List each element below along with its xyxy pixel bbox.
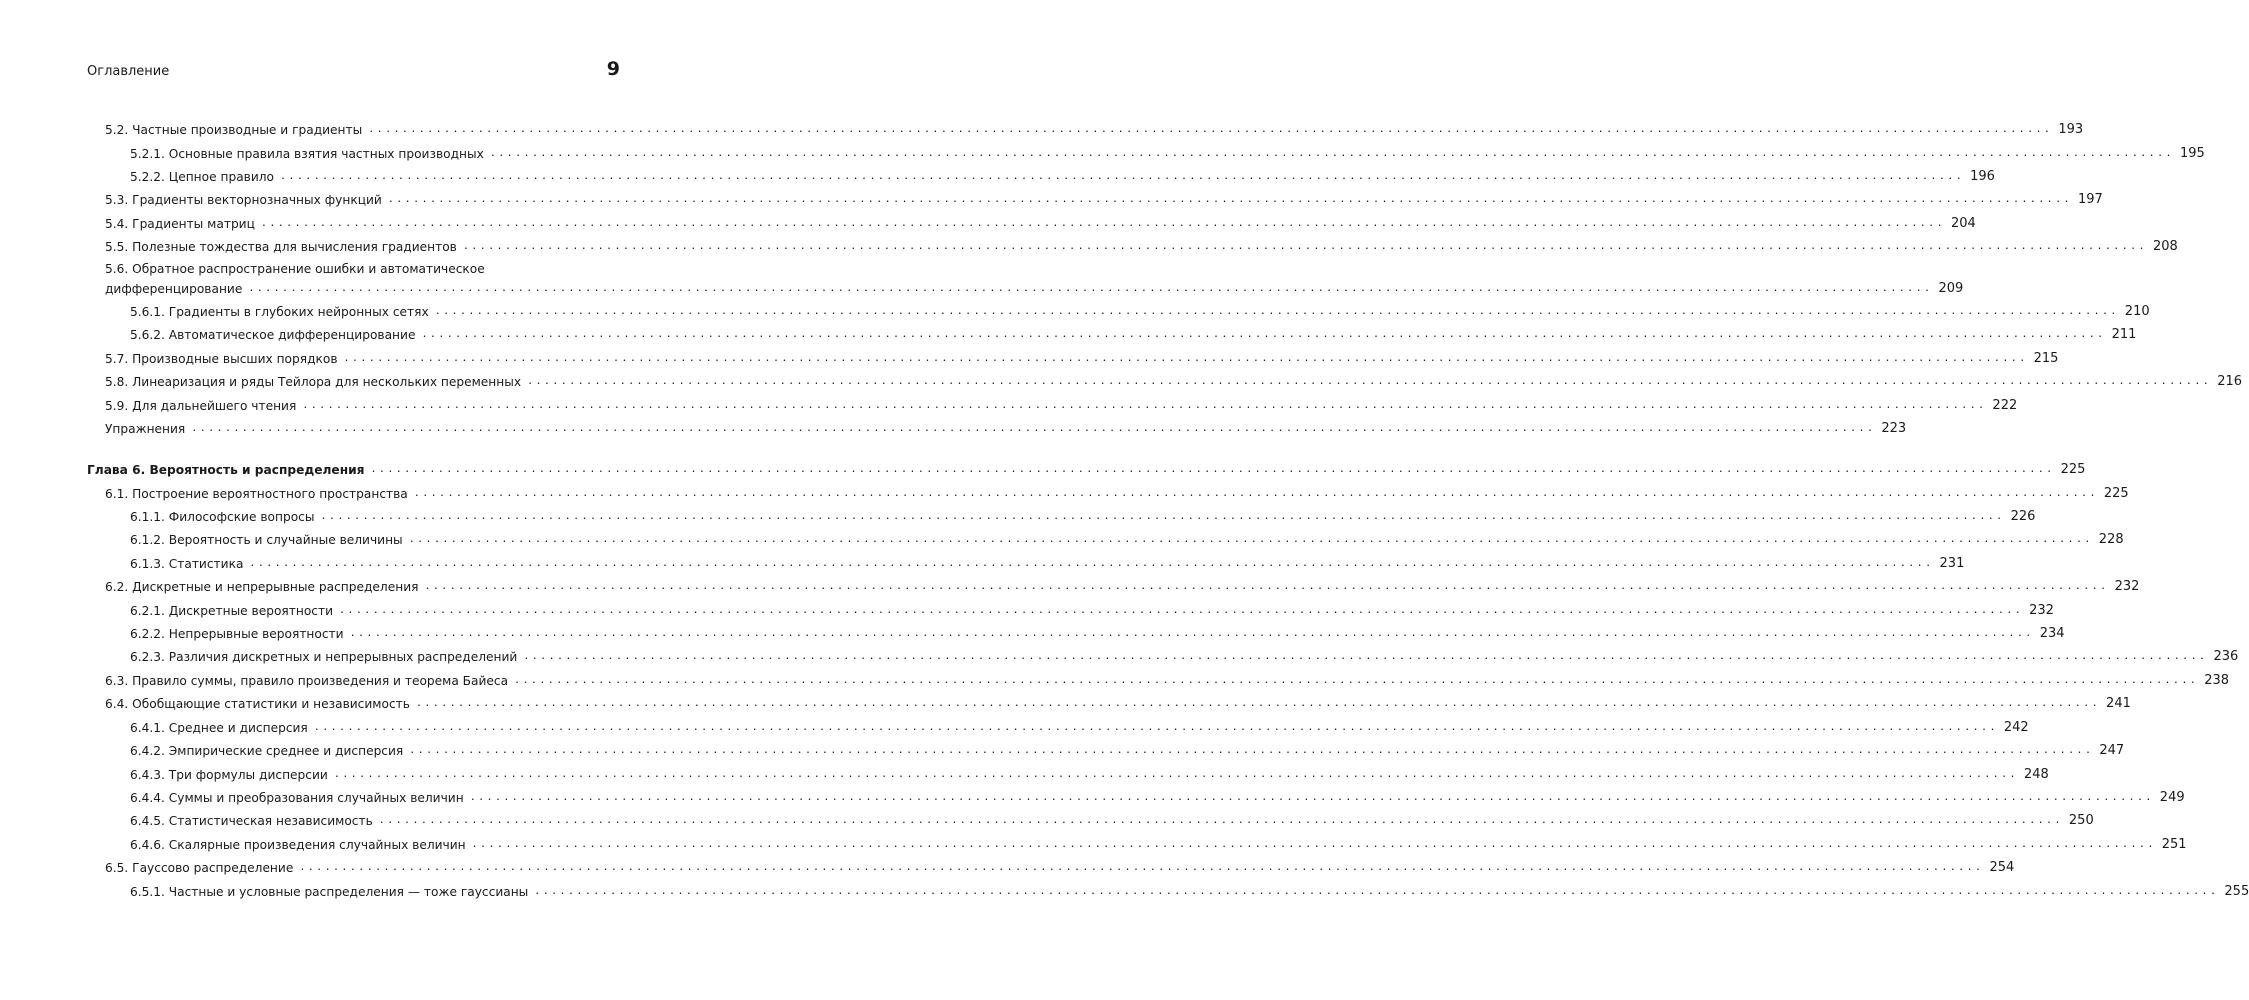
toc-entry-label: 5.3. Градиенты векторнозначных функций xyxy=(105,193,382,207)
toc-entry-label: 6.2. Дискретные и непрерывные распределения xyxy=(105,580,419,594)
toc-entry[interactable] xyxy=(105,484,2129,502)
toc-entry[interactable] xyxy=(105,419,1907,437)
toc-entry-label: 6.4.1. Среднее и дисперсия xyxy=(130,721,308,735)
toc-entry-page: 226 xyxy=(2010,509,2036,524)
toc-entry-page: 216 xyxy=(2217,374,2243,389)
toc-entry-page: 208 xyxy=(2152,239,2178,254)
toc-entry-page: 232 xyxy=(2029,603,2054,618)
dot-leader: ........................................................................................................................................................................................................ xyxy=(523,651,2208,662)
dot-leader: ........................................................................................................................................................................................................ xyxy=(370,464,2055,475)
toc-entry[interactable] xyxy=(105,214,1976,232)
dot-leader: ........................................................................................................................................................................................................ xyxy=(469,792,2154,803)
dot-leader: ........................................................................................................................................................................................................ xyxy=(280,171,1965,182)
toc-entry[interactable] xyxy=(130,507,2036,525)
toc-entry[interactable] xyxy=(130,788,2185,806)
toc-entry-label: Упражнения xyxy=(105,422,186,436)
toc-entry-label: 5.2.1. Основные правила взятия частных производных xyxy=(130,147,484,161)
toc-entry-label: 6.4.4. Суммы и преобразования случайных величин xyxy=(130,791,464,805)
page-number: 9 xyxy=(606,58,620,80)
dot-leader: ........................................................................................................................................................................................................ xyxy=(302,400,1987,411)
toc-entry-label: 6.3. Правило суммы, правило произведения и теорема Байеса xyxy=(105,674,509,688)
dot-leader: ........................................................................................................................................................................................................ xyxy=(343,353,2028,364)
toc-entry[interactable] xyxy=(105,694,2131,712)
toc-entry-label: 6.1.1. Философские вопросы xyxy=(130,510,315,524)
toc-entry-page: 241 xyxy=(2106,696,2131,711)
toc-entry[interactable] xyxy=(130,741,2125,759)
toc-entry-page: 209 xyxy=(1938,281,1964,296)
toc-entry-page: 238 xyxy=(2204,673,2230,688)
toc-entry-page: 254 xyxy=(1989,860,2015,875)
dot-leader: ........................................................................................................................................................................................................ xyxy=(313,722,1998,733)
dot-leader: ........................................................................................................................................................................................................ xyxy=(387,194,2072,205)
toc-entry-label: 6.2.1. Дискретные вероятности xyxy=(130,604,334,618)
toc-entry-label: 5.6.1. Градиенты в глубоких нейронных сетях xyxy=(130,305,429,319)
toc-entry-page: 234 xyxy=(2039,626,2065,641)
toc-entry-page: 231 xyxy=(1939,556,1965,571)
dot-leader: ........................................................................................................................................................................................................ xyxy=(248,283,1933,294)
toc-entry-label: 5.6.2. Автоматическое дифференцирование xyxy=(130,328,416,342)
dot-leader: ........................................................................................................................................................................................................ xyxy=(413,488,2098,499)
dot-leader: ........................................................................................................................................................................................................ xyxy=(349,628,2034,639)
dot-leader: ........................................................................................................................................................................................................ xyxy=(299,862,1984,873)
toc-entry-label: Глава 6. Вероятность и распределения xyxy=(87,463,365,477)
toc-entry-label: 6.5. Гауссово распределение xyxy=(105,861,294,875)
toc-entry[interactable] xyxy=(105,372,2243,390)
toc-entry[interactable] xyxy=(130,325,2137,343)
toc-entry-page: 197 xyxy=(2077,192,2103,207)
toc-entry[interactable] xyxy=(105,671,2230,689)
toc-entry-label: 5.9. Для дальнейшего чтения xyxy=(105,399,297,413)
toc-entry-label: 6.4.3. Три формулы дисперсии xyxy=(130,768,328,782)
toc-entry-page: 223 xyxy=(1881,421,1907,436)
toc-entry-label: 5.2. Частные производные и градиенты xyxy=(105,123,363,137)
toc-entry-label: 5.2.2. Цепное правило xyxy=(130,170,275,184)
toc-entry-page: 210 xyxy=(2124,304,2150,319)
toc-entry-label: 5.7. Производные высших порядков xyxy=(105,352,338,366)
toc-entry-page: 255 xyxy=(2224,884,2249,899)
toc-entry-page: 225 xyxy=(2103,486,2129,501)
dot-leader: ........................................................................................................................................................................................................ xyxy=(462,241,2147,252)
toc-entry-page: 215 xyxy=(2033,351,2059,366)
dot-leader: ........................................................................................................................................................................................................ xyxy=(514,675,2199,686)
dot-leader: ........................................................................................................................................................................................................ xyxy=(534,886,2219,897)
toc-entry[interactable] xyxy=(130,647,2239,665)
toc-entry[interactable] xyxy=(105,349,2059,367)
toc-entry-page: 251 xyxy=(2161,837,2187,852)
dot-leader: ........................................................................................................................................................................................................ xyxy=(471,839,2156,850)
toc-entry-label: 6.4. Обобщающие статистики и независимость xyxy=(105,697,410,711)
dot-leader: ........................................................................................................................................................................................................ xyxy=(434,306,2119,317)
toc-entry[interactable] xyxy=(130,811,2094,829)
toc-entry-page: 204 xyxy=(1951,216,1976,231)
dot-leader: ........................................................................................................................................................................................................ xyxy=(424,581,2109,592)
dot-leader: ........................................................................................................................................................................................................ xyxy=(378,815,2063,826)
toc-entry-label: 6.2.2. Непрерывные вероятности xyxy=(130,627,344,641)
toc-entry[interactable] xyxy=(130,554,1965,572)
toc-entry-label: дифференцирование xyxy=(105,282,243,296)
dot-leader: ........................................................................................................................................................................................................ xyxy=(339,605,2024,616)
toc-entry[interactable] xyxy=(105,190,2103,208)
toc-entry[interactable] xyxy=(105,396,2018,414)
running-header-title: Оглавление xyxy=(87,64,170,79)
toc-entry-label: 5.8. Линеаризация и ряды Тейлора для нескольких переменных xyxy=(105,375,522,389)
toc-entry-label-line1: 5.6. Обратное распространение ошибки и автоматическое xyxy=(105,262,485,276)
toc-entry[interactable] xyxy=(130,167,1995,185)
toc-entry-label: 6.5.1. Частные и условные распределения — тоже гауссианы xyxy=(130,885,529,899)
toc-entry-page: 196 xyxy=(1970,169,1995,184)
toc-entry-page: 232 xyxy=(2114,579,2140,594)
toc-entry[interactable] xyxy=(105,120,2084,138)
toc-entry-label: 5.5. Полезные тождества для вычисления градиентов xyxy=(105,240,457,254)
toc-entry-page: 242 xyxy=(2003,720,2029,735)
toc-entry[interactable] xyxy=(130,530,2124,548)
dot-leader: ........................................................................................................................................................................................................ xyxy=(320,511,2005,522)
toc-entry-page: 250 xyxy=(2068,813,2094,828)
toc-entry[interactable] xyxy=(130,601,2054,619)
toc-entry[interactable] xyxy=(105,279,1964,297)
toc-entry[interactable] xyxy=(130,144,2205,162)
dot-leader: ........................................................................................................................................................................................................ xyxy=(421,329,2106,340)
dot-leader: ........................................................................................................................................................................................................ xyxy=(489,148,2174,159)
toc-chapter-entry[interactable] xyxy=(87,460,2086,478)
toc-entry[interactable] xyxy=(130,765,2049,783)
toc-entry-page: 249 xyxy=(2159,790,2185,805)
toc-entry-page: 222 xyxy=(1992,398,2018,413)
toc-entry-page: 228 xyxy=(2098,532,2124,547)
toc-entry[interactable] xyxy=(130,718,2029,736)
dot-leader: ........................................................................................................................................................................................................ xyxy=(260,218,1946,229)
dot-leader: ........................................................................................................................................................................................................ xyxy=(191,423,1876,434)
toc-entry[interactable] xyxy=(105,858,2015,876)
toc-entry[interactable] xyxy=(105,577,2140,595)
toc-entry-page: 247 xyxy=(2099,743,2125,758)
toc-entry-label: 6.4.5. Статистическая независимость xyxy=(130,814,373,828)
toc-entry-page: 248 xyxy=(2023,767,2049,782)
toc-entry[interactable] xyxy=(130,835,2187,853)
toc-entry-label: 6.1.3. Статистика xyxy=(130,557,244,571)
toc-entry-page: 236 xyxy=(2213,649,2239,664)
dot-leader: ........................................................................................................................................................................................................ xyxy=(249,558,1934,569)
toc-entry-page: 193 xyxy=(2058,122,2084,137)
toc-entry[interactable] xyxy=(130,624,2065,642)
toc-entry-label: 6.1.2. Вероятность и случайные величины xyxy=(130,533,403,547)
dot-leader: ........................................................................................................................................................................................................ xyxy=(415,698,2101,709)
toc-entry-page: 225 xyxy=(2060,462,2086,477)
toc-entry-label: 6.4.2. Эмпирические среднее и дисперсия xyxy=(130,744,404,758)
dot-leader: ........................................................................................................................................................................................................ xyxy=(527,376,2212,387)
toc-entry[interactable] xyxy=(105,237,2178,255)
dot-leader: ........................................................................................................................................................................................................ xyxy=(368,124,2053,135)
toc-entry-page: 195 xyxy=(2179,146,2205,161)
toc-entry-label: 6.2.3. Различия дискретных и непрерывных распределений xyxy=(130,650,518,664)
toc-entry-label: 6.1. Построение вероятностного пространства xyxy=(105,487,408,501)
toc-entry[interactable] xyxy=(130,882,2249,900)
dot-leader: ........................................................................................................................................................................................................ xyxy=(409,745,2094,756)
toc-entry-page: 211 xyxy=(2111,327,2137,342)
dot-leader: ........................................................................................................................................................................................................ xyxy=(333,769,2018,780)
toc-entry-label: 5.4. Градиенты матриц xyxy=(105,217,255,231)
dot-leader: ........................................................................................................................................................................................................ xyxy=(408,534,2093,545)
toc-entry-label: 6.4.6. Скалярные произведения случайных величин xyxy=(130,838,466,852)
toc-entry[interactable] xyxy=(130,302,2150,320)
